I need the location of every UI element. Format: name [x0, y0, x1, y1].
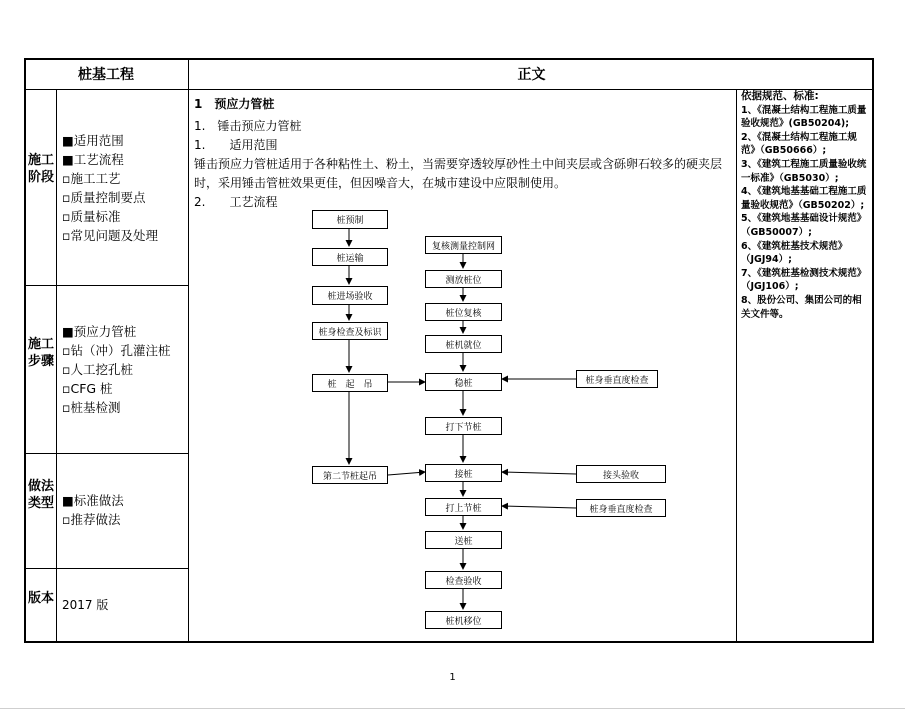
- reference-line: 1、《混凝土结构工程施工质量验收规范》(GB50204);: [741, 104, 867, 130]
- list-item[interactable]: ▫常见问题及处理: [62, 228, 158, 243]
- reference-standards: [741, 90, 871, 321]
- list-item[interactable]: ▫人工挖孔桩: [62, 362, 133, 377]
- flow-step-pile-prefab: 桩预制: [312, 210, 388, 229]
- reference-line: 7、《建筑桩基检测技术规范》（JGJ106）;: [741, 267, 867, 293]
- flow-step-rig-positioning: 桩机就位: [425, 335, 502, 353]
- flow-step-splice-pile: 接桩: [425, 464, 502, 482]
- flow-step-follow-pile: 送桩: [425, 531, 502, 549]
- flow-step-recheck-control-net: 复核测量控制网: [425, 236, 502, 254]
- stage-label-version: 版本: [27, 591, 54, 606]
- stage-label-method-type: 做法类型: [27, 479, 54, 511]
- right-header-title: 正文: [517, 67, 546, 83]
- list-item[interactable]: ▫施工工艺: [62, 171, 121, 186]
- flow-step-site-acceptance: 桩进场验收: [312, 286, 388, 305]
- flow-step-pile-transport: 桩运输: [312, 248, 388, 266]
- flow-step-drive-lower-pile: 打下节桩: [425, 417, 502, 435]
- flow-step-verticality-check: 桩身垂直度检查: [576, 370, 658, 388]
- flow-step-stake-out: 测放桩位: [425, 270, 502, 288]
- version-text: 2017 版: [62, 598, 109, 612]
- page-number: 1: [449, 672, 456, 683]
- flow-step-position-recheck: 桩位复核: [425, 303, 502, 321]
- flow-step-pile-inspection-marking: 桩身检查及标识: [312, 322, 388, 340]
- reference-line: 5、《建筑地基基础设计规范》（GB50007）;: [741, 213, 867, 238]
- list-item[interactable]: ▫CFG 桩: [62, 381, 113, 396]
- reference-line: 8、股份公司、集团公司的相关文件等。: [741, 294, 862, 320]
- subsection-heading: 1. 锤击预应力管桩: [194, 119, 302, 133]
- flow-step-pile-lifting: 桩 起 吊: [312, 374, 388, 392]
- list-item[interactable]: ■适用范围: [62, 133, 124, 148]
- reference-line: 2、《混凝土结构工程施工规范》（GB50666）;: [741, 131, 857, 157]
- list-item[interactable]: ■工艺流程: [62, 152, 124, 167]
- flow-step-inspection-acceptance: 检查验收: [425, 571, 502, 589]
- reference-line: 3、《建筑工程施工质量验收统一标准》（GB5030）;: [741, 158, 867, 184]
- flow-step-second-pile-lifting: 第二节桩起吊: [312, 466, 388, 484]
- list-item[interactable]: ■预应力管桩: [62, 324, 137, 339]
- reference-line: 6、《建筑桩基技术规范》（JGJ94）;: [741, 240, 848, 266]
- list-item[interactable]: ▫钻（冲）孔灌注桩: [62, 343, 171, 358]
- subsection-heading: 1. 适用范围: [194, 138, 278, 152]
- list-item[interactable]: ▫推荐做法: [62, 512, 121, 527]
- stage-label-construction-steps: 施工步骤: [27, 337, 54, 369]
- list-item[interactable]: ▫桩基检测: [62, 400, 121, 415]
- reference-title: 依据规范、标准:: [741, 90, 819, 102]
- section-title: 1 预应力管桩: [194, 97, 275, 111]
- flow-step-rig-relocation: 桩机移位: [425, 611, 502, 629]
- list-item[interactable]: ▫质量控制要点: [62, 190, 146, 205]
- flow-step-stabilize-pile: 稳桩: [425, 373, 502, 391]
- list-item[interactable]: ▫质量标准: [62, 209, 121, 224]
- subsection-heading: 2. 工艺流程: [194, 195, 278, 209]
- body-paragraph: 锤击预应力管桩适用于各种粘性土、粉土，当需要穿透较厚砂性土中间夹层或含砾卵石较多的硬夹层时，采用锤击管桩效果更佳，但因噪音大，在城市建设中应限制使用。: [194, 157, 723, 190]
- flow-step-verticality-check-2: 桩身垂直度检查: [576, 499, 666, 517]
- flow-step-drive-upper-pile: 打上节桩: [425, 498, 502, 516]
- stage-label-construction-phase: 施工阶段: [27, 153, 54, 185]
- reference-line: 4、《建筑地基基础工程施工质量验收规范》（GB50202）;: [741, 186, 867, 211]
- list-item[interactable]: ■标准做法: [62, 493, 124, 508]
- left-header-title: 桩基工程: [78, 67, 134, 83]
- flow-step-joint-acceptance: 接头验收: [576, 465, 666, 483]
- page-bottom-divider: [0, 708, 905, 709]
